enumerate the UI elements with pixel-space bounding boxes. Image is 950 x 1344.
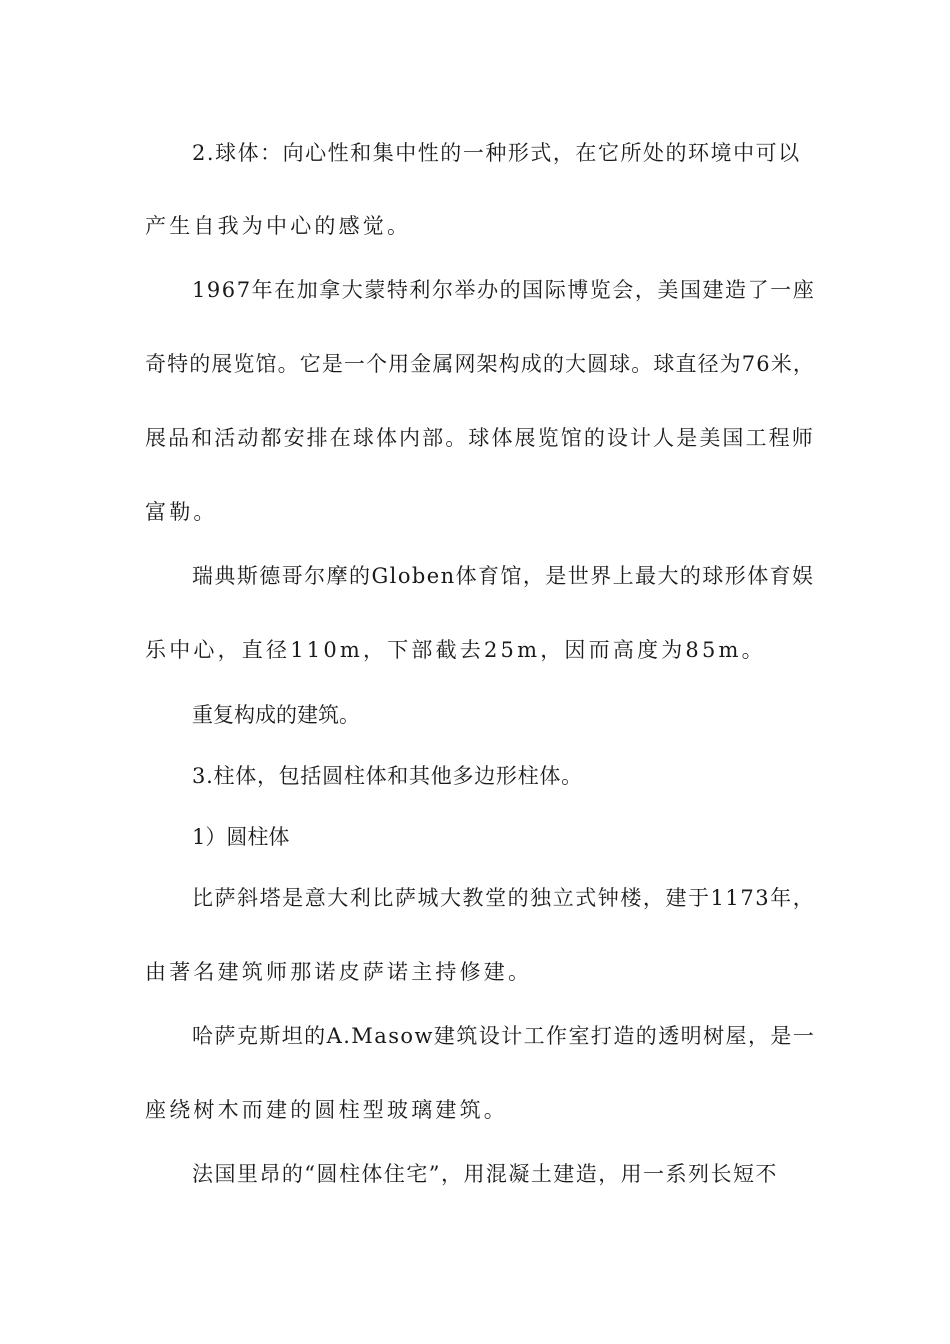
paragraph-line: 1967年在加拿大蒙特利尔举办的国际博览会，美国建造了一座 (192, 278, 816, 302)
paragraph-line: 产生自我为中心的感觉。 (145, 214, 412, 238)
paragraph-line: 座绕树木而建的圆柱型玻璃建筑。 (145, 1098, 508, 1122)
paragraph-line: 展品和活动都安排在球体内部。球体展览馆的设计人是美国工程师 (145, 426, 815, 450)
paragraph-line: 富勒。 (145, 500, 218, 524)
paragraph-line: 奇特的展览馆。它是一个用金属网架构成的大圆球。球直径为76米， (145, 352, 815, 376)
paragraph-line: 乐中心，直径110m，下部截去25m，因而高度为85m。 (145, 638, 766, 662)
paragraph-line: 瑞典斯德哥尔摩的Globen体育馆，是世界上最大的球形体育娱 (192, 564, 815, 588)
paragraph-line: 3.柱体，包括圆柱体和其他多边形柱体。 (192, 764, 583, 788)
paragraph-line: 1）圆柱体 (192, 825, 290, 849)
paragraph-line: 2.球体：向心性和集中性的一种形式，在它所处的环境中可以 (192, 141, 801, 165)
paragraph-line: 哈萨克斯坦的A.Masow建筑设计工作室打造的透明树屋，是一 (192, 1024, 816, 1048)
paragraph-line: 重复构成的建筑。 (192, 703, 360, 727)
paragraph-line: 由著名建筑师那诺皮萨诺主持修建。 (145, 960, 533, 984)
paragraph-line: 法国里昂的“圆柱体住宅”，用混凝土建造，用一系列长短不 (192, 1162, 778, 1186)
paragraph-line: 比萨斜塔是意大利比萨城大教堂的独立式钟楼，建于1173年， (192, 886, 816, 910)
